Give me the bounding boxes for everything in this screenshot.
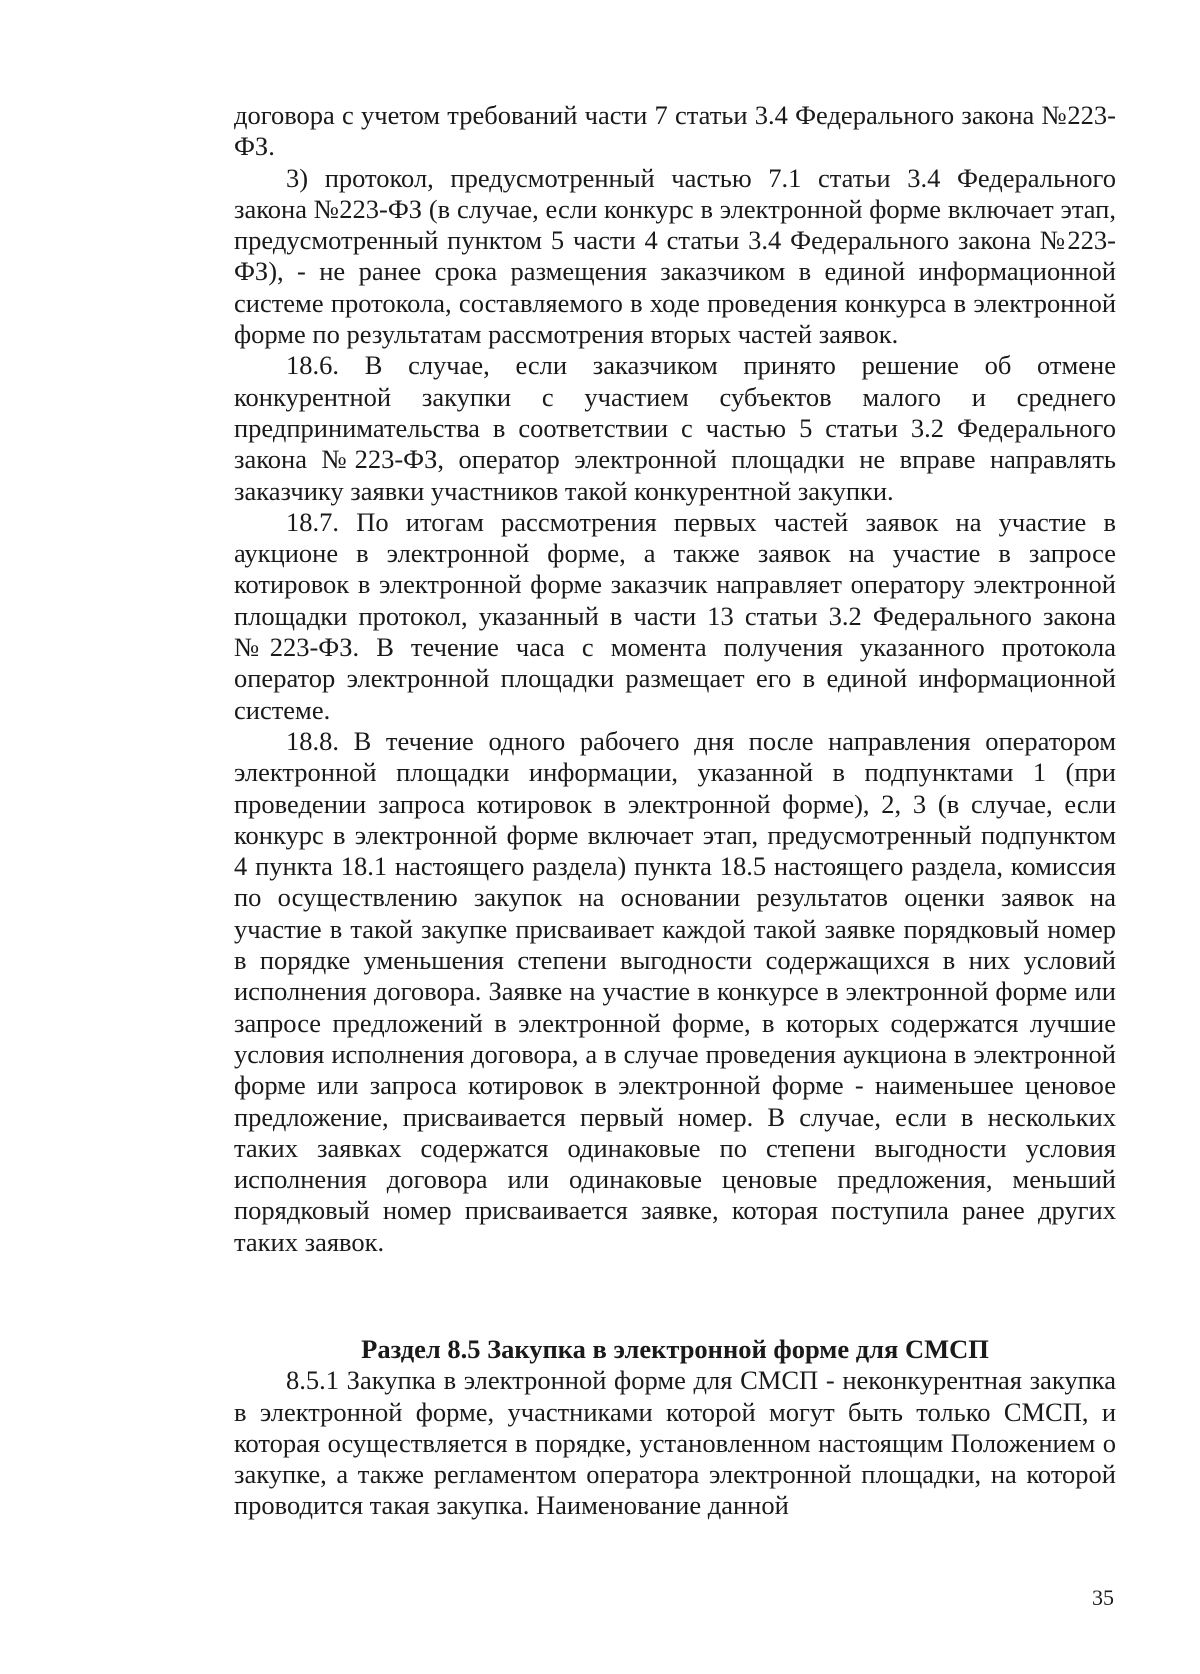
section-heading: Раздел 8.5 Закупка в электронной форме для СМСП (361, 1333, 989, 1364)
page-number: 35 (1092, 1585, 1114, 1610)
paragraph-18-7: 18.7. По итогам рассмотрения первых частей заявок на участие в аукционе в электронной форме, а также заявок на участие в запросе котировок в электронной форме заказчик направляет оператору электронной площадки протокол, указанный в части 13 статьи 3.2 Федерального закона №223-ФЗ. В течение часа с момента получения указанного протокола оператор электронной площадки размещает его в единой информационной системе. (234, 506, 1116, 725)
paragraph-item-3: 3) протокол, предусмотренный частью 7.1 статьи 3.4 Федерального закона №223-ФЗ (в случае, если конкурс в электронной форме включает этап, предусмотренный пунктом 5 части 4 статьи 3.4 Федерального закона №223-ФЗ), - не ранее срока размещения заказчиком в единой информационной системе протокола, составляемого в ходе проведения конкурса в электронной форме по результатам рассмотрения вторых частей заявок. (234, 162, 1116, 350)
document-page (234, 100, 1116, 1522)
paragraph-8-5-1: 8.5.1 Закупка в электронной форме для СМСП - неконкурентная закупка в электронной форме, участниками которой могут быть только СМСП, и которая осуществляется в порядке, установленном настоящим Положением о закупке, а также регламентом оператора электронной площадки, на которой проводится такая закупка. Наименование данной (234, 1365, 1116, 1521)
paragraph-continuation: договора с учетом требований части 7 статьи 3.4 Федерального закона №223-ФЗ. (234, 100, 1116, 162)
paragraph-18-8: 18.8. В течение одного рабочего дня после направления оператором электронной площадки информации, указанной в подпунктами 1 (при проведении запроса котировок в электронной форме), 2, 3 (в случае, если конкурс в электронной форме включает этап, предусмотренный подпунктом 4 пункта 18.1 настоящего раздела) пункта 18.5 настоящего раздела, комиссия по осуществлению закупок на основании результатов оценки заявок на участие в такой закупке присваивает каждой такой заявке порядковый номер в порядке уменьшения степени выгодности содержащихся в них условий исполнения договора. Заявке на участие в конкурсе в электронной форме или запросе предложений в электронной форме, в которых содержатся лучшие условия исполнения договора, а в случае проведения аукциона в электронной форме или запроса котировок в электронной форме - наименьшее ценовое предложение, присваивается первый номер. В случае, если в нескольких таких заявках содержатся одинаковые по степени выгодности условия исполнения договора или одинаковые ценовые предложения, меньший порядковый номер присваивается заявке, которая поступила ранее других таких заявок. (234, 725, 1116, 1257)
paragraph-18-6: 18.6. В случае, если заказчиком принято решение об отмене конкурентной закупки с участием субъектов малого и среднего предпринимательства в соответствии с частью 5 статьи 3.2 Федерального закона №223-ФЗ, оператор электронной площадки не вправе направлять заказчику заявки участников такой конкурентной закупки. (234, 350, 1116, 506)
